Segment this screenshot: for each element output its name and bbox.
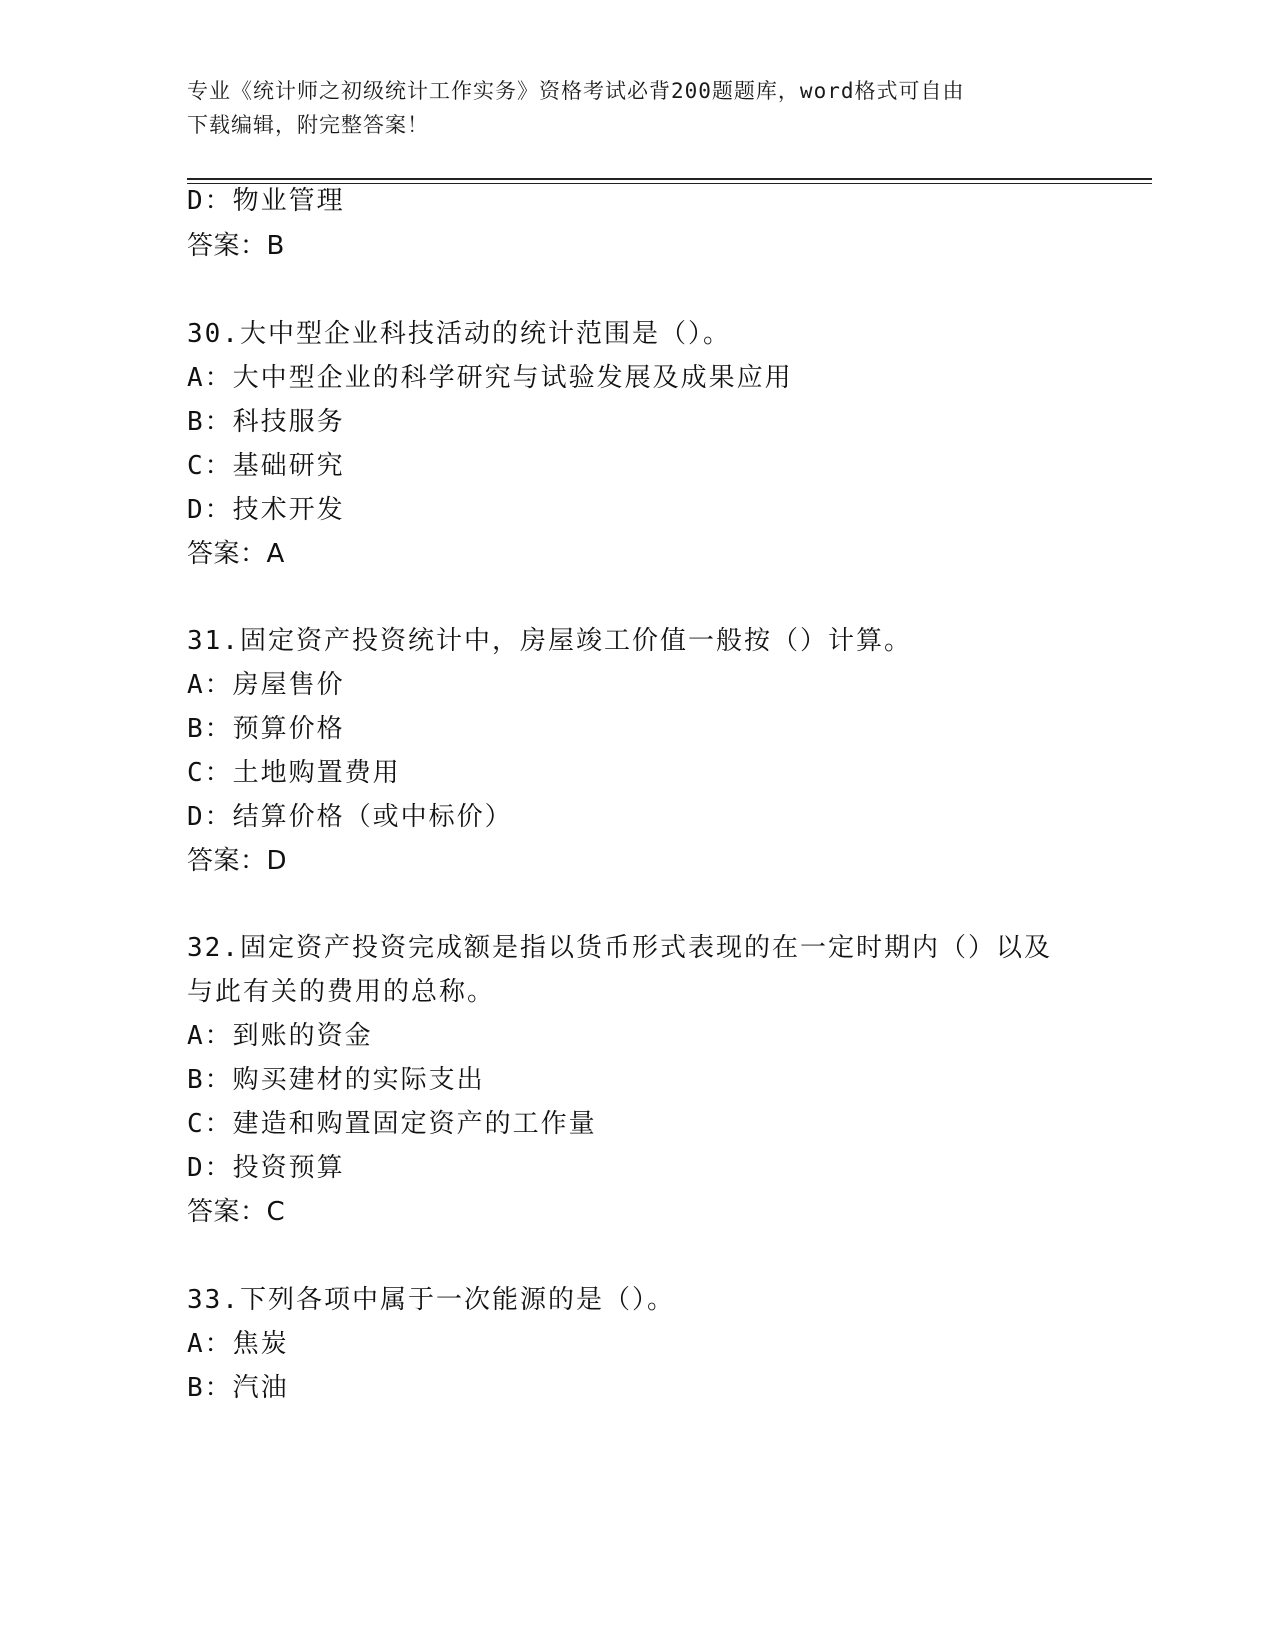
document-header <box>187 74 1087 142</box>
question-31-stem: 31.固定资产投资统计中，房屋竣工价值一般按（）计算。 <box>187 626 912 656</box>
prev-answer: 答案：B <box>187 231 285 261</box>
question-32-stem-line-1: 32.固定资产投资完成额是指以货币形式表现的在一定时期内（）以及 <box>187 933 1052 963</box>
question-31-option-a: A：房屋售价 <box>187 670 345 700</box>
question-30-answer: 答案：A <box>187 539 285 569</box>
question-31-answer: 答案：D <box>187 846 288 876</box>
question-30-stem: 30.大中型企业科技活动的统计范围是（）。 <box>187 319 731 349</box>
question-32-option-c: C：建造和购置固定资产的工作量 <box>187 1109 597 1139</box>
question-32-option-a: A：到账的资金 <box>187 1021 373 1051</box>
question-31-option-b: B：预算价格 <box>187 714 345 744</box>
question-31-option-d: D：结算价格（或中标价） <box>187 802 513 832</box>
question-30-option-d: D：技术开发 <box>187 495 345 525</box>
question-31-option-c: C：土地购置费用 <box>187 758 401 788</box>
question-32-answer: 答案：C <box>187 1197 286 1227</box>
question-33-option-a: A：焦炭 <box>187 1329 289 1359</box>
header-title-line-1: 专业《统计师之初级统计工作实务》资格考试必背200题题库，word格式可自由 <box>187 79 965 103</box>
question-30-option-c: C：基础研究 <box>187 451 345 481</box>
header-title-line-2: 下载编辑，附完整答案！ <box>187 113 429 137</box>
question-30-option-a: A：大中型企业的科学研究与试验发展及成果应用 <box>187 363 793 393</box>
header-divider-thick <box>187 178 1152 180</box>
question-32-option-d: D：投资预算 <box>187 1153 345 1183</box>
question-32-stem-line-2: 与此有关的费用的总称。 <box>187 977 496 1007</box>
prev-option-d: D：物业管理 <box>187 186 345 216</box>
question-32-option-b: B：购买建材的实际支出 <box>187 1065 485 1095</box>
question-30-option-b: B：科技服务 <box>187 407 345 437</box>
question-33-option-b: B：汽油 <box>187 1373 289 1403</box>
question-33-stem: 33.下列各项中属于一次能源的是（）。 <box>187 1285 675 1315</box>
